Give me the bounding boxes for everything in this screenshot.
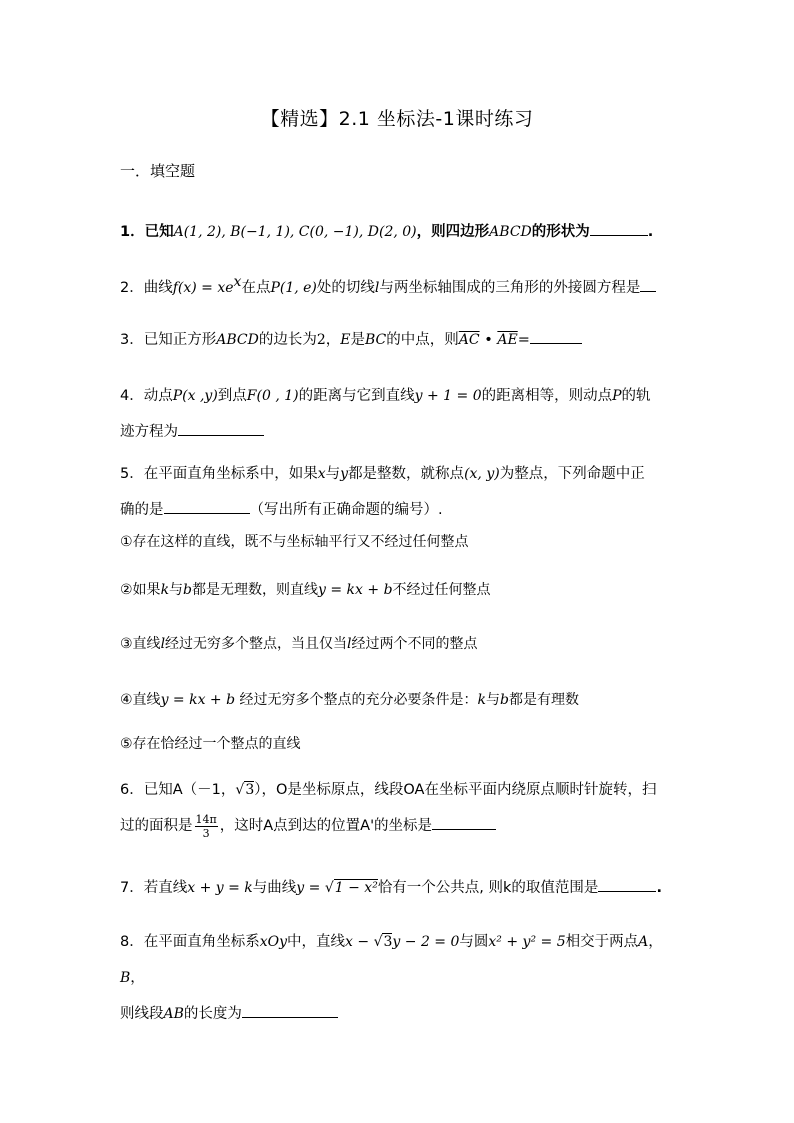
option-3: ③直线l经过无穷多个整点，当且仅当l经过两个不同的整点 [120,636,478,652]
option-5: ⑤存在恰经过一个整点的直线 [120,736,301,752]
question-8: 8．在平面直角坐标系xOy中，直线x − √3y − 2 = 0与圆x² + y² = 5相交于两点A，B， 则线段AB的长度为 [120,934,663,1022]
answer-blank[interactable] [164,499,250,514]
answer-blank[interactable] [590,221,648,236]
answer-blank[interactable] [640,277,656,292]
option-1: ①存在这样的直线，既不与坐标轴平行又不经过任何整点 [120,534,469,550]
question-1: 1．已知A(1, 2), B(−1, 1), C(0, −1), D(2, 0)，则四边形ABCD的形状为 . [120,214,680,250]
answer-blank[interactable] [530,329,582,344]
option-2: ②如果k与b都是无理数，则直线y = kx + b不经过任何整点 [120,582,491,598]
question-3: 3．已知正方形ABCD的边长为2，E是BC的中点，则$\overline{AC}$ • $\overline{AE}=$ [120,322,680,358]
page-title: 【精选】2.1 坐标法-1课时练习 [260,108,534,130]
question-7: 7．若直线x + y = k与曲线y = √1 − x²恰有一个公共点, 则k的取值范围是 . [120,870,680,906]
fraction: $\frac{14\pi}{3}$ [195,812,217,840]
answer-blank[interactable] [598,877,656,892]
question-4: 4．动点P(x ,y)到点F(0 , 1)的距离与它到直线y + 1 = 0的距离相等，则动点P的轨 迹方程为 [120,388,651,440]
section-heading: 一．填空题 [120,162,196,180]
answer-blank[interactable] [432,815,496,830]
question-2: 2．曲线$f(x) = xe^x$在点P(1, e)处的切线l与两坐标轴围成的三角形的外接圆方程是 [120,264,680,306]
question-6: 6．已知A（－1，√3），O是坐标原点，线段OA在坐标平面内绕原点顺时针旋转，扫 过的面积是 $\frac{14\pi}{3}$ ，这时A点到达的位置A'的坐标是 [120,782,657,840]
question-5: 5．在平面直角坐标系中，如果x与y都是整数，就称点(x, y)为整点，下列命题中正 确的是 （写出所有正确命题的编号）. [120,466,645,518]
answer-blank[interactable] [178,421,264,436]
option-4: ④直线y = kx + b 经过无穷多个整点的充分必要条件是：k与b都是有理数 [120,692,579,708]
answer-blank[interactable] [242,1003,338,1018]
